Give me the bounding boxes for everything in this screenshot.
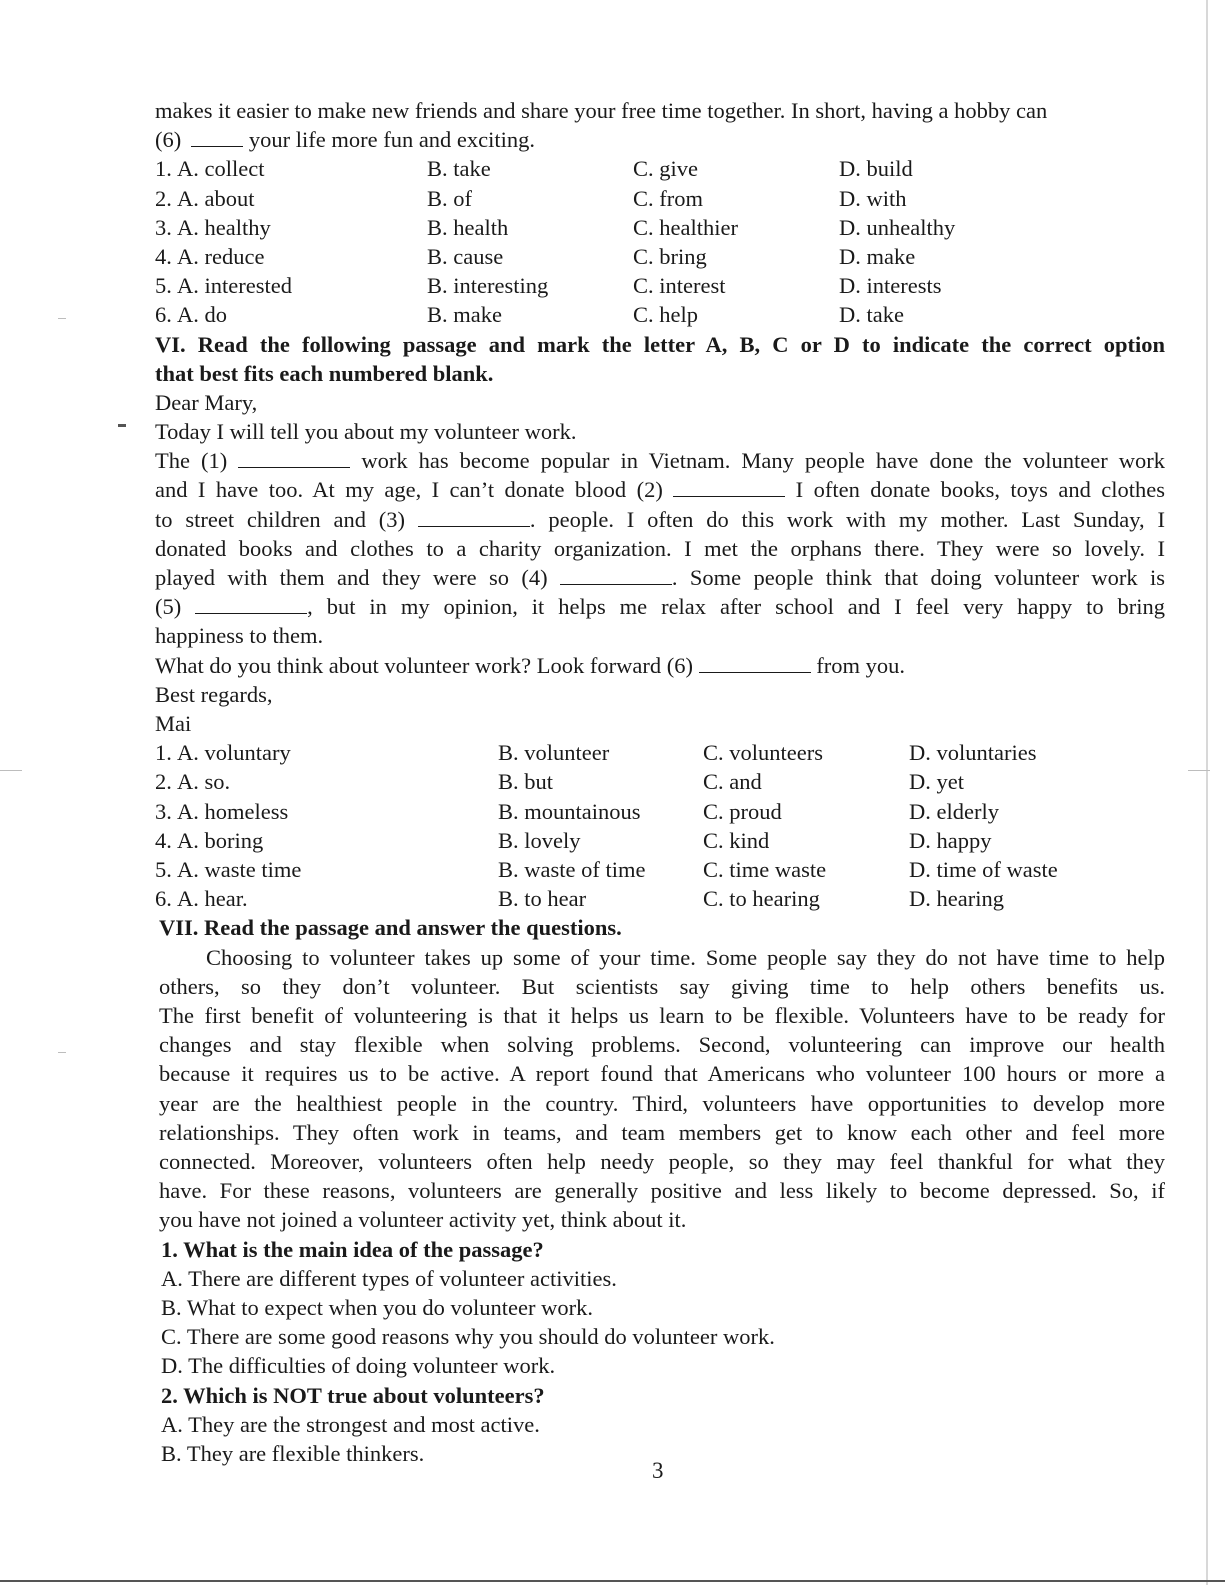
text: from you.	[810, 652, 905, 678]
option-a: A. so.	[177, 769, 231, 795]
option-c: C. healthier	[633, 214, 738, 240]
option-b: B. of	[427, 185, 472, 211]
option-c: C. to hearing	[703, 886, 820, 912]
answer-blank	[418, 506, 530, 527]
letter-line	[155, 505, 1165, 534]
option-num: 2.	[155, 185, 172, 211]
option-b: B. health	[427, 214, 509, 240]
option-a: A. collect	[177, 156, 265, 182]
option-num: 3.	[155, 214, 172, 240]
option-b: B. cause	[427, 243, 504, 269]
option-row	[155, 154, 1165, 183]
option-a: A. homeless	[177, 798, 289, 824]
option-a: A. about	[177, 185, 255, 211]
scan-mark	[1188, 770, 1210, 771]
option-d: D. voluntaries	[909, 740, 1037, 766]
text: and I have too. At my age, I can’t donate blood (2)	[155, 477, 674, 503]
letter-question-line	[155, 651, 1165, 680]
question-1-option: A. There are different types of volunteer activities.	[161, 1265, 617, 1291]
option-b: B. but	[498, 769, 554, 795]
option-d: D. build	[839, 156, 913, 182]
intro-line-2	[155, 125, 1165, 154]
scan-edge-right	[1206, 0, 1208, 1585]
option-b: B. interesting	[427, 273, 549, 299]
option-row	[155, 797, 1165, 826]
paragraph-line: relationships. They often work in teams, and team members get to know each other and feel more	[159, 1119, 1165, 1145]
option-num: 5.	[155, 856, 172, 882]
option-c: C. kind	[703, 827, 770, 853]
option-b: B. mountainous	[498, 798, 641, 824]
option-num: 5.	[155, 273, 172, 299]
text: What do you think about volunteer work? Look forward (6)	[155, 652, 699, 678]
option-a: A. boring	[177, 827, 264, 853]
text: donated books and clothes to a charity organization. I met the orphans there. They were so lovely. I	[155, 535, 1165, 561]
option-num: 3.	[155, 798, 172, 824]
question-1-option: B. What to expect when you do volunteer work.	[161, 1294, 593, 1320]
option-row	[155, 738, 1165, 767]
option-num: 6.	[155, 302, 172, 328]
letter-line	[155, 446, 1165, 475]
intro-line-2-text: your life more fun and exciting.	[248, 127, 536, 153]
letter-line	[155, 534, 1165, 563]
option-row	[155, 300, 1165, 329]
option-d: D. take	[839, 302, 904, 328]
text: to street children and (3)	[155, 506, 418, 532]
paragraph-line-last: you have not joined a volunteer activity yet, think about it.	[159, 1207, 687, 1233]
option-d: D. hearing	[909, 886, 1004, 912]
option-row	[155, 767, 1165, 796]
letter-opening: Today I will tell you about my volunteer work.	[155, 419, 577, 445]
option-d: D. make	[839, 243, 916, 269]
answer-blank	[699, 652, 811, 673]
option-row	[155, 213, 1165, 242]
letter-line	[155, 592, 1165, 621]
answer-blank	[195, 593, 307, 614]
scan-edge-bottom	[0, 1580, 1225, 1582]
option-d: D. happy	[909, 827, 992, 853]
option-a: A. do	[177, 302, 227, 328]
page-number: 3	[652, 1458, 664, 1483]
option-c: C. give	[633, 156, 698, 182]
option-row	[155, 271, 1165, 300]
option-c: C. help	[633, 302, 698, 328]
section6-heading-line1: VI. Read the following passage and mark the letter A, B, C or D to indicate the correct option	[155, 331, 1165, 357]
text: (5)	[155, 594, 196, 620]
letter-signature: Mai	[155, 711, 192, 737]
question-1: 1. What is the main idea of the passage?	[161, 1236, 544, 1262]
letter-line	[155, 475, 1165, 504]
document-page	[155, 96, 1165, 1468]
section7-heading: VII. Read the passage and answer the questions.	[159, 915, 622, 941]
option-c: C. time waste	[703, 856, 827, 882]
option-num: 1.	[155, 740, 172, 766]
section7-questions	[155, 1235, 1165, 1469]
text: work has become popular in Vietnam. Many people have done the volunteer work	[350, 448, 1165, 474]
option-a: A. interested	[177, 273, 292, 299]
scan-mark	[0, 770, 22, 771]
option-a: A. hear.	[177, 886, 248, 912]
option-row	[155, 884, 1165, 913]
text: played with them and they were so (4)	[155, 565, 560, 591]
option-c: C. proud	[703, 798, 782, 824]
option-num: 1.	[155, 156, 172, 182]
option-d: D. with	[839, 185, 907, 211]
question-2-option: A. They are the strongest and most active.	[161, 1411, 540, 1437]
scan-mark	[58, 1052, 66, 1053]
paragraph-line: changes and stay flexible when solving problems. Second, volunteering can improve our health	[159, 1032, 1165, 1058]
question-2: 2. Which is NOT true about volunteers?	[161, 1382, 545, 1408]
option-a: A. waste time	[177, 856, 302, 882]
paragraph-line: Choosing to volunteer takes up some of your time. Some people say they do not have time to help	[206, 944, 1165, 970]
paragraph-line: year are the healthiest people in the country. Third, volunteers have opportunities to develop more	[159, 1090, 1165, 1116]
paragraph-line: have. For these reasons, volunteers are generally positive and less likely to become depressed. So, if	[159, 1178, 1165, 1204]
option-d: D. unhealthy	[839, 214, 956, 240]
option-b: B. take	[427, 156, 491, 182]
option-d: D. yet	[909, 769, 964, 795]
letter-line	[155, 563, 1165, 592]
answer-blank	[560, 564, 672, 585]
option-d: D. elderly	[909, 798, 999, 824]
option-row	[155, 855, 1165, 884]
option-c: C. bring	[633, 243, 707, 269]
option-num: 4.	[155, 827, 172, 853]
section7-paragraph	[155, 943, 1165, 1235]
answer-blank	[673, 476, 785, 497]
text: , but in my opinion, it helps me relax after school and I feel very happy to bring	[307, 594, 1165, 620]
option-c: C. interest	[633, 273, 726, 299]
option-c: C. from	[633, 185, 703, 211]
option-c: C. and	[703, 769, 762, 795]
option-row	[155, 242, 1165, 271]
paragraph-line: because it requires us to be active. A report found that Americans who volunteer 100 hours or more a	[159, 1061, 1165, 1087]
question-1-option: C. There are some good reasons why you should do volunteer work.	[161, 1324, 775, 1350]
option-b: B. make	[427, 302, 502, 328]
scan-mark	[118, 424, 126, 427]
option-d: D. time of waste	[909, 856, 1058, 882]
intro-line-1: makes it easier to make new friends and share your free time together. In short, having a hobby can	[155, 98, 1048, 123]
option-d: D. interests	[839, 273, 942, 299]
option-a: A. reduce	[177, 243, 265, 269]
option-b: B. lovely	[498, 827, 581, 853]
option-num: 2.	[155, 769, 172, 795]
letter-closing: Best regards,	[155, 681, 273, 707]
letter-salutation: Dear Mary,	[155, 389, 258, 415]
text: The (1)	[155, 448, 239, 474]
option-a: A. healthy	[177, 214, 271, 240]
text: . people. I often do this work with my mother. Last Sunday, I	[529, 506, 1165, 532]
option-b: B. waste of time	[498, 856, 646, 882]
answer-blank	[238, 447, 350, 468]
option-b: B. volunteer	[498, 740, 610, 766]
option-row	[155, 184, 1165, 213]
paragraph-line: connected. Moreover, volunteers often help needy people, so they may feel thankful for what they	[159, 1148, 1165, 1174]
section6-heading-line2: that best fits each numbered blank.	[155, 360, 494, 386]
option-num: 4.	[155, 243, 172, 269]
question-2-option: B. They are flexible thinkers.	[161, 1440, 425, 1466]
paragraph-line: The first benefit of volunteering is that it helps us learn to be flexible. Volunteers have to be ready for	[159, 1002, 1165, 1028]
answer-blank	[191, 126, 243, 147]
option-row	[155, 826, 1165, 855]
letter-line-last: happiness to them.	[155, 623, 324, 649]
option-num: 6.	[155, 886, 172, 912]
scan-mark	[58, 318, 66, 319]
text: I often donate books, toys and clothes	[785, 477, 1165, 503]
option-c: C. volunteers	[703, 740, 823, 766]
section5-options	[155, 154, 1165, 329]
paragraph-line: others, so they don’t volunteer. But scientists say giving time to help others benefits us.	[159, 973, 1165, 999]
section6-options	[155, 738, 1165, 913]
option-a: A. voluntary	[177, 740, 291, 766]
blank-number: (6)	[155, 127, 182, 153]
option-b: B. to hear	[498, 886, 587, 912]
text: . Some people think that doing volunteer work is	[671, 565, 1165, 591]
question-1-option: D. The difficulties of doing volunteer work.	[161, 1353, 556, 1379]
